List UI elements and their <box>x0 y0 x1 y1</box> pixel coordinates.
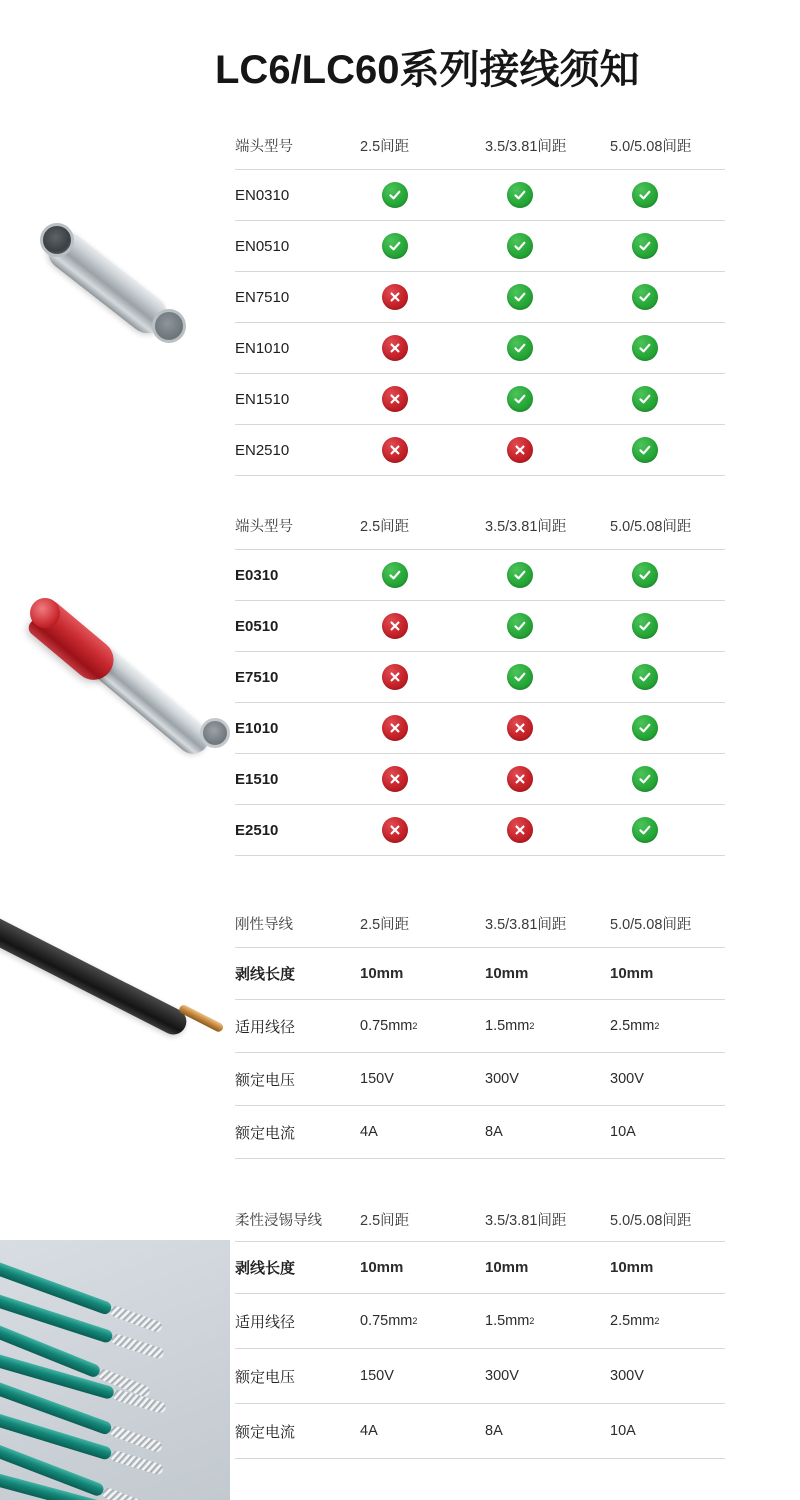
table-row <box>235 1053 725 1106</box>
column-header-model: 端头型号 <box>235 139 293 155</box>
row-label: 剥线长度 <box>235 966 296 983</box>
cell-pitch-35 <box>485 562 610 588</box>
check-icon <box>507 182 533 208</box>
column-header-pitch-25: 2.5间距 <box>360 139 410 155</box>
cell-pitch-25: 4A <box>360 1423 378 1439</box>
check-icon <box>632 437 658 463</box>
table-row <box>235 754 725 805</box>
cell-pitch-35: 1.5mm 2 <box>485 1313 535 1329</box>
cell-pitch-25: 150V <box>360 1071 394 1087</box>
column-header-pitch-35: 3.5/3.81间距 <box>485 139 567 155</box>
table-row <box>235 1106 725 1159</box>
table-header-row <box>235 122 725 170</box>
check-icon <box>632 766 658 792</box>
cross-icon <box>382 437 408 463</box>
cell-pitch-25: 150V <box>360 1368 394 1384</box>
cell-pitch-35 <box>485 335 610 361</box>
cell-pitch-25 <box>360 715 485 741</box>
row-label: 额定电压 <box>235 1368 296 1386</box>
cell-pitch-50 <box>610 182 725 208</box>
table-row <box>235 652 725 703</box>
check-icon <box>632 664 658 690</box>
table-row <box>235 805 725 856</box>
cell-pitch-50 <box>610 664 725 690</box>
cell-pitch-35 <box>485 715 610 741</box>
table-row <box>235 425 725 476</box>
cell-pitch-25: 0.75mm 2 <box>360 1313 418 1329</box>
cell-pitch-50 <box>610 437 725 463</box>
cross-icon <box>507 817 533 843</box>
cell-pitch-35 <box>485 182 610 208</box>
table-row <box>235 1242 725 1294</box>
cell-pitch-25 <box>360 335 485 361</box>
cell-pitch-25 <box>360 562 485 588</box>
rigid-wire-photo <box>0 900 235 1060</box>
cross-icon <box>382 817 408 843</box>
column-header-pitch-50: 5.0/5.08间距 <box>610 917 692 933</box>
cell-pitch-35: 10mm <box>485 1259 529 1276</box>
cell-pitch-35 <box>485 613 610 639</box>
table-row <box>235 1294 725 1349</box>
column-header-model: 端头型号 <box>235 519 293 535</box>
column-header-pitch-50: 5.0/5.08间距 <box>610 139 692 155</box>
row-label: EN1510 <box>235 390 290 408</box>
cross-icon <box>507 715 533 741</box>
cell-pitch-35 <box>485 664 610 690</box>
cell-pitch-35 <box>485 766 610 792</box>
row-label: EN1010 <box>235 339 290 357</box>
check-icon <box>632 817 658 843</box>
check-icon <box>632 284 658 310</box>
row-label: 额定电流 <box>235 1124 296 1142</box>
cell-pitch-35: 8A <box>485 1423 503 1439</box>
cell-pitch-25: 10mm <box>360 1259 404 1276</box>
table-flexible-tinned-wire <box>235 1198 725 1459</box>
cross-icon <box>382 335 408 361</box>
table-row <box>235 601 725 652</box>
column-header-pitch-35: 3.5/3.81间距 <box>485 519 567 535</box>
check-icon <box>632 562 658 588</box>
cell-pitch-35 <box>485 437 610 463</box>
column-header-pitch-50: 5.0/5.08间距 <box>610 1213 692 1229</box>
row-label: 适用线径 <box>235 1313 296 1331</box>
table-ferrule-insulated <box>235 122 725 476</box>
row-label: E7510 <box>235 668 279 686</box>
column-header-pitch-50: 5.0/5.08间距 <box>610 519 692 535</box>
red-insulated-ferrule-photo <box>18 590 233 770</box>
table-row <box>235 1349 725 1404</box>
cell-pitch-50 <box>610 817 725 843</box>
cell-pitch-50 <box>610 335 725 361</box>
check-icon <box>632 182 658 208</box>
column-header-wire-type: 柔性浸锡导线 <box>235 1213 322 1229</box>
check-icon <box>382 562 408 588</box>
table-row <box>235 272 725 323</box>
check-icon <box>507 664 533 690</box>
column-header-pitch-25: 2.5间距 <box>360 917 410 933</box>
table-row <box>235 1000 725 1053</box>
check-icon <box>507 386 533 412</box>
cell-pitch-50: 300V <box>610 1368 644 1384</box>
cell-pitch-35 <box>485 386 610 412</box>
check-icon <box>507 335 533 361</box>
check-icon <box>632 386 658 412</box>
cell-pitch-50 <box>610 613 725 639</box>
tinned-flexible-wire-photo <box>0 1240 230 1500</box>
cell-pitch-50: 300V <box>610 1071 644 1087</box>
row-label: E0510 <box>235 617 279 635</box>
cell-pitch-50: 10mm <box>610 1259 654 1276</box>
cell-pitch-25 <box>360 613 485 639</box>
cell-pitch-25 <box>360 437 485 463</box>
cell-pitch-50: 2.5mm 2 <box>610 1313 660 1329</box>
cell-pitch-50 <box>610 284 725 310</box>
cell-pitch-25 <box>360 664 485 690</box>
cross-icon <box>382 715 408 741</box>
row-label: E1010 <box>235 719 279 737</box>
check-icon <box>507 562 533 588</box>
cell-pitch-25 <box>360 386 485 412</box>
row-label: 剥线长度 <box>235 1260 296 1277</box>
cross-icon <box>382 386 408 412</box>
row-label: E0310 <box>235 566 279 584</box>
check-icon <box>632 613 658 639</box>
cross-icon <box>507 437 533 463</box>
page-title: LC6/LC60系列接线须知 <box>215 48 640 92</box>
cell-pitch-25 <box>360 284 485 310</box>
cell-pitch-25: 0.75mm 2 <box>360 1018 418 1034</box>
check-icon <box>382 233 408 259</box>
check-icon <box>507 233 533 259</box>
table-row <box>235 374 725 425</box>
cell-pitch-50: 2.5mm 2 <box>610 1018 660 1034</box>
cell-pitch-25 <box>360 766 485 792</box>
table-header-row <box>235 502 725 550</box>
cell-pitch-50 <box>610 715 725 741</box>
table-row <box>235 323 725 374</box>
row-label: 额定电流 <box>235 1423 296 1441</box>
cross-icon <box>382 664 408 690</box>
row-label: EN0310 <box>235 186 290 204</box>
table-rigid-wire <box>235 900 725 1159</box>
table-ferrule-bare <box>235 502 725 856</box>
table-row <box>235 170 725 221</box>
row-label: EN0510 <box>235 237 290 255</box>
cell-pitch-35 <box>485 284 610 310</box>
table-row <box>235 948 725 1000</box>
table-row <box>235 221 725 272</box>
check-icon <box>507 613 533 639</box>
cell-pitch-25: 10mm <box>360 965 404 982</box>
cell-pitch-25 <box>360 182 485 208</box>
cell-pitch-50 <box>610 386 725 412</box>
check-icon <box>507 284 533 310</box>
cell-pitch-25: 4A <box>360 1124 378 1140</box>
cell-pitch-35: 8A <box>485 1124 503 1140</box>
cell-pitch-35 <box>485 817 610 843</box>
table-row <box>235 1404 725 1459</box>
check-icon <box>632 233 658 259</box>
check-icon <box>632 335 658 361</box>
row-label: E1510 <box>235 770 279 788</box>
cross-icon <box>382 613 408 639</box>
row-label: EN2510 <box>235 441 290 459</box>
table-header-row <box>235 1198 725 1242</box>
row-label: EN7510 <box>235 288 290 306</box>
cell-pitch-50: 10A <box>610 1423 636 1439</box>
cell-pitch-35 <box>485 233 610 259</box>
column-header-wire-type: 刚性导线 <box>235 917 293 933</box>
row-label: 适用线径 <box>235 1018 296 1036</box>
check-icon <box>382 182 408 208</box>
cross-icon <box>507 766 533 792</box>
row-label: E2510 <box>235 821 279 839</box>
cross-icon <box>382 766 408 792</box>
cell-pitch-35: 300V <box>485 1071 519 1087</box>
table-row <box>235 550 725 601</box>
column-header-pitch-35: 3.5/3.81间距 <box>485 917 567 933</box>
cell-pitch-25 <box>360 233 485 259</box>
cross-icon <box>382 284 408 310</box>
table-row <box>235 703 725 754</box>
cell-pitch-35: 1.5mm 2 <box>485 1018 535 1034</box>
cell-pitch-50 <box>610 562 725 588</box>
cell-pitch-25 <box>360 817 485 843</box>
cell-pitch-50: 10mm <box>610 965 654 982</box>
cell-pitch-50 <box>610 233 725 259</box>
cell-pitch-50 <box>610 766 725 792</box>
cell-pitch-50: 10A <box>610 1124 636 1140</box>
check-icon <box>632 715 658 741</box>
cell-pitch-35: 10mm <box>485 965 529 982</box>
column-header-pitch-35: 3.5/3.81间距 <box>485 1213 567 1229</box>
bare-ferrule-photo <box>30 205 210 365</box>
column-header-pitch-25: 2.5间距 <box>360 519 410 535</box>
cell-pitch-35: 300V <box>485 1368 519 1384</box>
column-header-pitch-25: 2.5间距 <box>360 1213 410 1229</box>
row-label: 额定电压 <box>235 1071 296 1089</box>
table-header-row <box>235 900 725 948</box>
